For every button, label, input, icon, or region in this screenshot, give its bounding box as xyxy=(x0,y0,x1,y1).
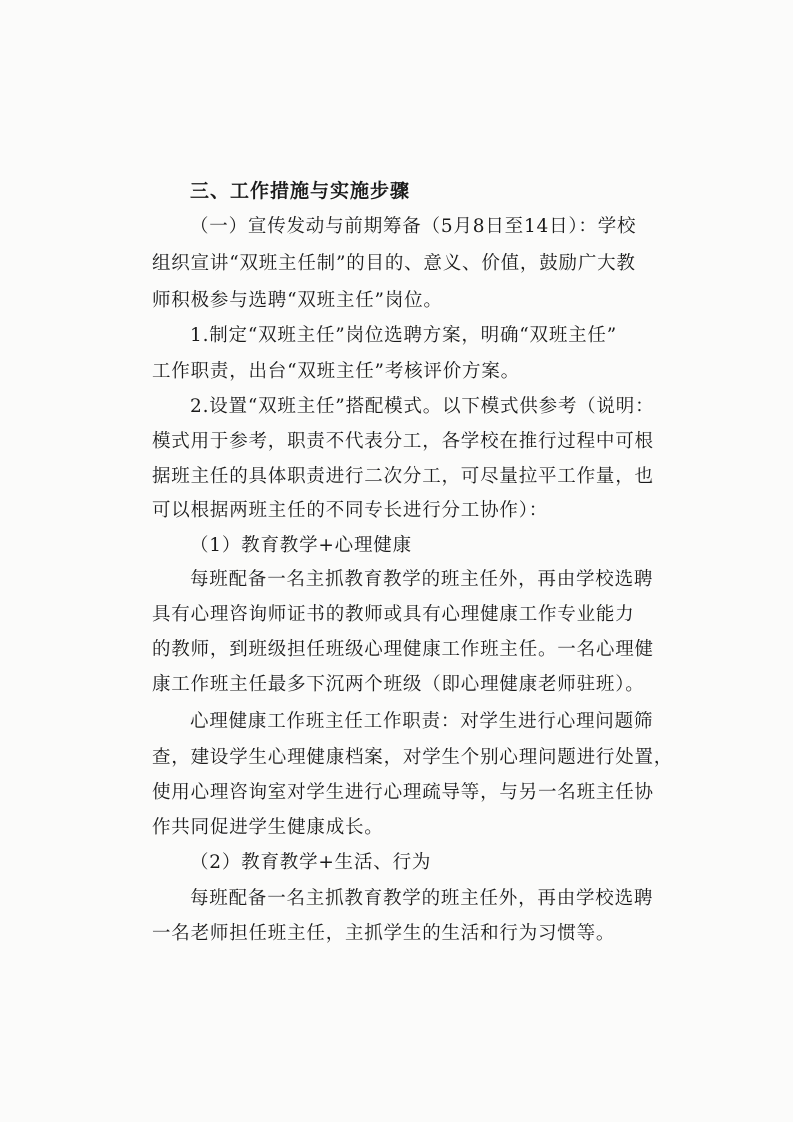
paragraph-line: 心理健康工作班主任工作职责：对学生进行心理问题筛 xyxy=(190,711,654,732)
paragraph-line: 组织宣讲“双班主任制”的目的、意义、价值，鼓励广大教 xyxy=(152,253,636,274)
section-heading: 三、工作措施与实施步骤 xyxy=(190,180,411,202)
paragraph-line: 师积极参与选聘“双班主任”岗位。 xyxy=(152,290,443,311)
paragraph-line: 每班配备一名主抓教育教学的班主任外，再由学校选聘 xyxy=(190,569,654,590)
paragraph-line: 每班配备一名主抓教育教学的班主任外，再由学校选聘 xyxy=(190,888,654,909)
paragraph-line: 作共同促进学生健康成长。 xyxy=(152,817,384,838)
paragraph-line: 2.设置“双班主任”搭配模式。以下模式供参考（说明： xyxy=(190,396,655,417)
subheading-line: （2）教育教学+生活、行为 xyxy=(190,852,432,873)
paragraph-line: 1.制定“双班主任”岗位选聘方案，明确“双班主任” xyxy=(190,325,617,346)
paragraph-line: 据班主任的具体职责进行二次分工，可尽量拉平工作量，也 xyxy=(152,466,654,487)
paragraph-line: 可以根据两班主任的不同专长进行分工协作）： xyxy=(152,500,549,521)
subheading-line: （1）教育教学+心理健康 xyxy=(190,535,412,556)
paragraph-line: （一）宣传发动与前期筹备（5月8日至14日）：学校 xyxy=(190,216,637,237)
paragraph-line: 一名老师担任班主任，主抓学生的生活和行为习惯等。 xyxy=(152,923,616,944)
paragraph-line: 工作职责，出台“双班主任”考核评价方案。 xyxy=(152,361,520,382)
paragraph-line: 的教师，到班级担任班级心理健康工作班主任。一名心理健 xyxy=(152,639,654,660)
paragraph-line: 模式用于参考，职责不代表分工，各学校在推行过程中可根 xyxy=(152,431,654,452)
paragraph-line: 使用心理咨询室对学生进行心理疏导等，与另一名班主任协 xyxy=(152,782,654,803)
paragraph-line: 具有心理咨询师证书的教师或具有心理健康工作专业能力 xyxy=(152,604,635,625)
paragraph-line: 康工作班主任最多下沉两个班级（即心理健康老师驻班）。 xyxy=(152,674,645,695)
paragraph-line: 查，建设学生心理健康档案，对学生个别心理问题进行处置， xyxy=(152,747,674,768)
